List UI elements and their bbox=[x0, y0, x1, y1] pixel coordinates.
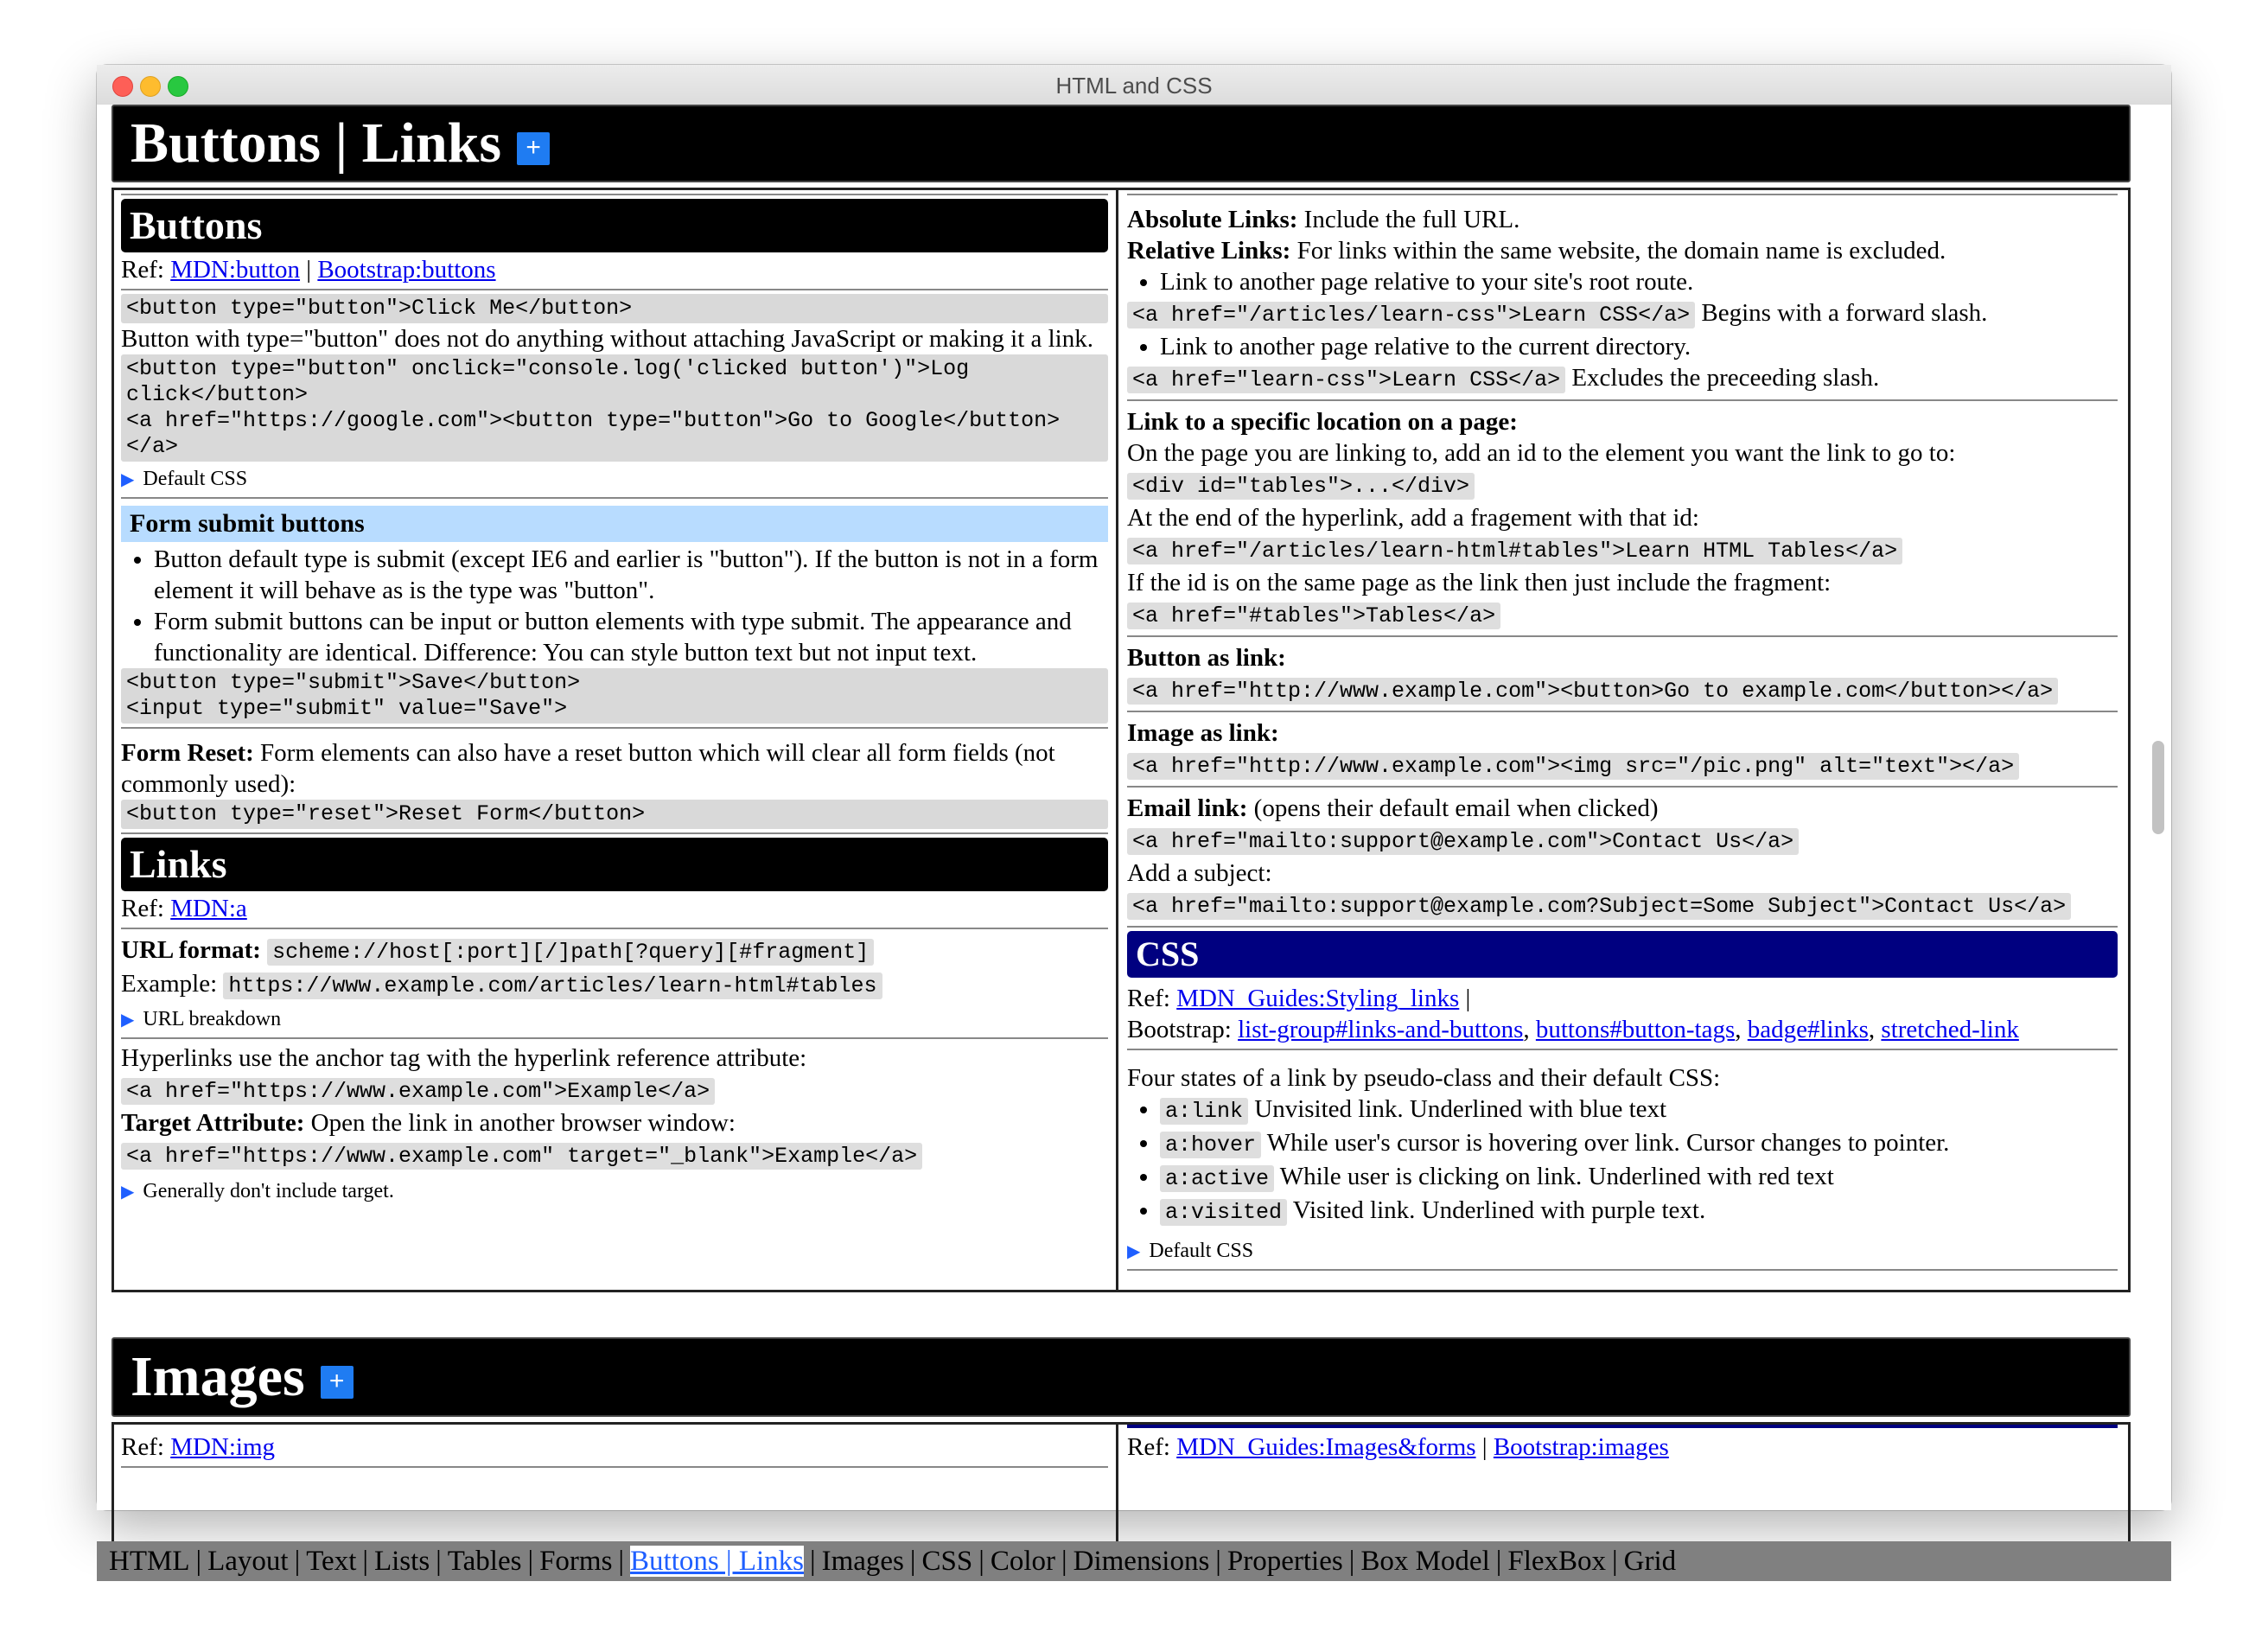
divider bbox=[121, 194, 1108, 195]
nav-item-layout[interactable]: Layout bbox=[207, 1546, 289, 1577]
divider bbox=[121, 289, 1108, 290]
nav-item-tables[interactable]: Tables bbox=[447, 1546, 522, 1577]
details-summary: Generally don't include target. bbox=[143, 1180, 394, 1202]
divider bbox=[121, 1037, 1108, 1039]
list-item bbox=[1160, 1195, 2118, 1228]
ref-link-list-group[interactable]: list-group#links-and-buttons bbox=[1238, 1016, 1524, 1043]
bold-label: URL format: bbox=[121, 936, 261, 964]
inline-code: a:hover bbox=[1160, 1132, 1261, 1158]
divider bbox=[1127, 1269, 2118, 1271]
ref-label: Bootstrap: bbox=[1127, 1016, 1239, 1043]
text: While user's cursor is hovering over link. Cursor changes to pointer. bbox=[1261, 1129, 1950, 1157]
ref-link-mdn-button[interactable]: MDN:button bbox=[170, 256, 301, 284]
divider bbox=[1127, 635, 2118, 637]
ref-link-mdn-a[interactable]: MDN:a bbox=[170, 895, 247, 922]
bold-label: Button as link: bbox=[1127, 644, 1286, 672]
bottom-navbar bbox=[97, 1541, 2171, 1581]
section-header-images bbox=[111, 1337, 2131, 1417]
vertical-scrollbar-thumb[interactable] bbox=[2152, 741, 2164, 834]
section-title: Buttons | Links bbox=[131, 112, 502, 175]
details-target[interactable] bbox=[121, 1177, 1108, 1206]
links-heading: Links bbox=[121, 838, 1108, 891]
text: Form elements can also have a reset button which will clear all form fields (not commonly used): bbox=[121, 739, 1055, 798]
paragraph: If the id is on the same page as the link then just include the fragment: bbox=[1127, 569, 1832, 596]
inline-code: <a href="learn-css">Learn CSS</a> bbox=[1127, 367, 1565, 393]
nav-separator: | bbox=[1348, 1546, 1355, 1577]
nav-separator: | bbox=[1215, 1546, 1221, 1577]
text: Include the full URL. bbox=[1297, 206, 1520, 233]
nav-separator: | bbox=[436, 1546, 442, 1577]
code-line bbox=[1127, 533, 2118, 567]
details-summary: Default CSS bbox=[1149, 1240, 1254, 1262]
section-header-buttons-links bbox=[111, 105, 2131, 182]
details-summary: URL breakdown bbox=[143, 1008, 282, 1030]
nav-item-color[interactable]: Color bbox=[990, 1546, 1056, 1577]
example-line bbox=[121, 968, 1108, 1002]
code-block: <button type="submit">Save</button> <input type="submit" value="Save"> bbox=[121, 668, 1108, 724]
text: Visited link. Underlined with purple text. bbox=[1287, 1196, 1706, 1224]
list-item bbox=[1160, 1161, 2118, 1195]
inline-code: <a href="http://www.example.com"><img src="/pic.png" alt="text"></a> bbox=[1127, 753, 2019, 780]
inline-code: a:link bbox=[1160, 1098, 1248, 1125]
inline-code: <a href="#tables">Tables</a> bbox=[1127, 603, 1500, 629]
nav-item-grid[interactable]: Grid bbox=[1623, 1546, 1677, 1577]
link-states-list bbox=[1127, 1094, 2118, 1228]
section-panel-buttons-links bbox=[111, 188, 2131, 1292]
text: (opens their default email when clicked) bbox=[1247, 794, 1659, 822]
css-ref bbox=[1127, 983, 2118, 1014]
buttons-heading: Buttons bbox=[121, 199, 1108, 252]
inline-code: <a href="https://www.example.com" target="_blank">Example</a> bbox=[121, 1143, 922, 1170]
section-title: Images bbox=[131, 1345, 305, 1408]
bold-label: Email link: bbox=[1127, 794, 1248, 822]
ref-link-styling-links[interactable]: MDN_Guides:Styling_links bbox=[1176, 985, 1460, 1012]
buttons-ref bbox=[121, 254, 1108, 285]
code-line bbox=[1127, 469, 2118, 502]
nav-item-dimensions[interactable]: Dimensions bbox=[1073, 1546, 1210, 1577]
ref-label: Ref: bbox=[121, 256, 171, 284]
divider bbox=[1127, 711, 2118, 712]
ref-label: Ref: bbox=[1127, 1433, 1177, 1461]
paragraph: Button with type="button" does not do anything without attaching JavaScript or making it a link. bbox=[121, 325, 1093, 353]
disclosure-triangle-icon: ▶ bbox=[1127, 1242, 1141, 1261]
ref-label: Ref: bbox=[1127, 985, 1177, 1012]
column-divider bbox=[1116, 190, 1118, 1290]
bold-label: Image as link: bbox=[1127, 719, 1279, 747]
text: Open the link in another browser window: bbox=[304, 1109, 736, 1137]
css-heading: CSS bbox=[1127, 931, 2118, 978]
ref-separator: | bbox=[300, 256, 318, 284]
code-line bbox=[121, 1138, 1108, 1172]
nav-item-properties[interactable]: Properties bbox=[1226, 1546, 1343, 1577]
code-line bbox=[121, 1074, 1108, 1107]
divider bbox=[1127, 786, 2118, 788]
nav-separator: | bbox=[618, 1546, 625, 1577]
ref-link-images-forms[interactable]: MDN_Guides:Images&forms bbox=[1176, 1433, 1476, 1461]
inline-code: <a href="mailto:support@example.com?Subject=Some Subject">Contact Us</a> bbox=[1127, 893, 2071, 920]
details-summary: Default CSS bbox=[143, 468, 248, 490]
ref-link-button-tags[interactable]: buttons#button-tags bbox=[1535, 1016, 1736, 1043]
paragraph: On the page you are linking to, add an id to the element you want the link to go to: bbox=[1127, 439, 1956, 467]
ref-link-stretched-link[interactable]: stretched-link bbox=[1881, 1016, 2019, 1043]
nav-separator: | bbox=[1612, 1546, 1618, 1577]
target-line bbox=[121, 1107, 1108, 1138]
divider bbox=[1127, 1425, 2118, 1428]
images-ref bbox=[121, 1432, 1108, 1463]
text: While user is clicking on link. Underlined with red text bbox=[1274, 1163, 1834, 1190]
ref-label: Ref: bbox=[121, 1433, 171, 1461]
page-content bbox=[97, 105, 2171, 1577]
nav-item-images[interactable]: Images bbox=[821, 1546, 904, 1577]
nav-item-forms[interactable]: Forms bbox=[539, 1546, 613, 1577]
expand-toggle-button[interactable]: + bbox=[517, 132, 550, 165]
divider bbox=[121, 832, 1108, 834]
nav-separator: | bbox=[978, 1546, 984, 1577]
absolute-links-line bbox=[1127, 204, 2118, 235]
button-as-link-label bbox=[1127, 642, 2118, 673]
inline-code: a:visited bbox=[1160, 1199, 1287, 1226]
nav-separator: | bbox=[1061, 1546, 1067, 1577]
text: Begins with a forward slash. bbox=[1695, 299, 1988, 327]
nav-separator: | bbox=[527, 1546, 534, 1577]
form-submit-heading: Form submit buttons bbox=[121, 506, 1108, 542]
code-line bbox=[1127, 362, 2118, 396]
paragraph: At the end of the hyperlink, add a fragement with that id: bbox=[1127, 504, 1699, 532]
relative-links-line bbox=[1127, 235, 2118, 266]
inline-code: <a href="http://www.example.com"><button>Go to example.com</button></a> bbox=[1127, 678, 2058, 705]
divider bbox=[1127, 926, 2118, 928]
divider bbox=[121, 1466, 1108, 1468]
nav-item-text[interactable]: Text bbox=[306, 1546, 357, 1577]
label: Example: bbox=[121, 970, 218, 998]
details-url-breakdown[interactable] bbox=[121, 1005, 1108, 1034]
nav-item-html[interactable]: HTML bbox=[109, 1546, 190, 1577]
section-panel-images bbox=[111, 1422, 2131, 1543]
nav-item-flexbox[interactable]: FlexBox bbox=[1507, 1546, 1607, 1577]
details-default-css[interactable] bbox=[121, 465, 1108, 494]
image-as-link-label bbox=[1127, 717, 2118, 749]
url-format-line bbox=[121, 934, 1108, 968]
ref-separator: | bbox=[1459, 985, 1471, 1012]
list-item: • Link to another page relative to the current directory. bbox=[1160, 331, 2118, 362]
nav-item-buttons-links[interactable]: Buttons | Links bbox=[630, 1546, 804, 1577]
inline-code: <a href="/articles/learn-html#tables">Learn HTML Tables</a> bbox=[1127, 538, 1902, 564]
ref-link-badge[interactable]: badge#links bbox=[1747, 1016, 1869, 1043]
left-column bbox=[121, 194, 1108, 1209]
ref-link-bootstrap-buttons[interactable]: Bootstrap:buttons bbox=[317, 256, 496, 284]
nav-separator: | bbox=[1495, 1546, 1502, 1577]
ref-label: Ref: bbox=[121, 895, 171, 922]
right-column bbox=[1127, 1425, 2118, 1463]
nav-item-css[interactable]: CSS bbox=[921, 1546, 973, 1577]
code-block: <button type="reset">Reset Form</button> bbox=[121, 800, 1108, 829]
bold-label: Form Reset: bbox=[121, 739, 254, 767]
list-item bbox=[1160, 1127, 2118, 1161]
ref-link-mdn-img[interactable]: MDN:img bbox=[170, 1433, 276, 1461]
bold-label: Absolute Links: bbox=[1127, 206, 1298, 233]
divider bbox=[1127, 194, 2118, 195]
disclosure-triangle-icon: ▶ bbox=[121, 1183, 135, 1202]
browser-window bbox=[97, 65, 2171, 1577]
code-block: <button type="button">Click Me</button> bbox=[121, 294, 1108, 323]
divider bbox=[121, 727, 1108, 729]
nav-separator: | bbox=[810, 1546, 816, 1577]
inline-code: https://www.example.com/articles/learn-html#tables bbox=[223, 973, 882, 999]
inline-code: <a href="/articles/learn-css">Learn CSS</a> bbox=[1127, 302, 1695, 328]
links-ref bbox=[121, 893, 1108, 924]
inline-code: a:active bbox=[1160, 1165, 1274, 1192]
text: Unvisited link. Underlined with blue text bbox=[1248, 1095, 1667, 1123]
details-default-css[interactable] bbox=[1127, 1237, 2118, 1266]
right-column bbox=[1127, 194, 2118, 1274]
disclosure-triangle-icon: ▶ bbox=[121, 470, 135, 489]
specific-location-label bbox=[1127, 406, 2118, 437]
code-line bbox=[1127, 297, 2118, 331]
inline-code: <div id="tables">...</div> bbox=[1127, 473, 1475, 500]
inline-code: <a href="https://www.example.com">Example</a> bbox=[121, 1078, 715, 1105]
left-column bbox=[121, 1432, 1108, 1471]
bold-label: Target Attribute: bbox=[121, 1109, 305, 1137]
list-item: • Form submit buttons can be input or button elements with type submit. The appearance and functionality are identical. Difference: You can style button text but not input text. bbox=[154, 606, 1108, 668]
nav-separator: | bbox=[909, 1546, 916, 1577]
nav-separator: | bbox=[195, 1546, 202, 1577]
nav-item-lists[interactable]: Lists bbox=[373, 1546, 430, 1577]
code-line bbox=[1127, 889, 2118, 922]
window-title: HTML and CSS bbox=[1055, 73, 1213, 99]
ref-link-bootstrap-images[interactable]: Bootstrap:images bbox=[1493, 1433, 1669, 1461]
email-link-line bbox=[1127, 793, 2118, 824]
list-item: • Link to another page relative to your site's root route. bbox=[1160, 266, 2118, 297]
inline-code: scheme://host[:port][/]path[?query][#fragment] bbox=[267, 939, 874, 966]
images-right-ref bbox=[1127, 1432, 2118, 1463]
css-bootstrap-ref: Bootstrap: list-group#links-and-buttons, buttons#button-tags, badge#links, stretched-link bbox=[1127, 1016, 2019, 1043]
text: For links within the same website, the domain name is excluded. bbox=[1290, 237, 1946, 265]
divider bbox=[121, 497, 1108, 499]
relative-list bbox=[1127, 266, 2118, 297]
bold-label: Link to a specific location on a page: bbox=[1127, 408, 1518, 436]
code-line bbox=[1127, 749, 2118, 782]
relative-list bbox=[1127, 331, 2118, 362]
form-reset-paragraph bbox=[121, 737, 1108, 800]
paragraph: Add a subject: bbox=[1127, 859, 1272, 887]
code-line bbox=[1127, 598, 2118, 632]
nav-separator: | bbox=[362, 1546, 368, 1577]
bold-label: Relative Links: bbox=[1127, 237, 1291, 265]
list-item: • Button default type is submit (except IE6 and earlier is "button"). If the button is not in a form element it will behave as is the type was "button". bbox=[154, 544, 1108, 606]
divider bbox=[1127, 399, 2118, 401]
ref-separator: | bbox=[1475, 1433, 1494, 1461]
list-item bbox=[1160, 1094, 2118, 1127]
code-line bbox=[1127, 673, 2118, 707]
divider bbox=[121, 928, 1108, 929]
title-bar bbox=[97, 65, 2171, 105]
paragraph: Hyperlinks use the anchor tag with the hyperlink reference attribute: bbox=[121, 1044, 807, 1072]
code-block: <button type="button" onclick="console.log('clicked button')">Log click</button> <a href="https://google.com"><button type="button">Go to Google</button></a> bbox=[121, 354, 1108, 462]
column-divider bbox=[1116, 1425, 1118, 1543]
expand-toggle-button[interactable]: + bbox=[321, 1366, 354, 1399]
text: Excludes the preceeding slash. bbox=[1565, 364, 1880, 392]
code-line bbox=[1127, 824, 2118, 858]
paragraph: Four states of a link by pseudo-class and their default CSS: bbox=[1127, 1064, 1721, 1092]
nav-item-box-model[interactable]: Box Model bbox=[1360, 1546, 1490, 1577]
divider bbox=[1127, 1049, 2118, 1050]
inline-code: <a href="mailto:support@example.com">Contact Us</a> bbox=[1127, 828, 1799, 855]
form-submit-list bbox=[121, 544, 1108, 668]
nav-separator: | bbox=[294, 1546, 301, 1577]
disclosure-triangle-icon: ▶ bbox=[121, 1011, 135, 1030]
